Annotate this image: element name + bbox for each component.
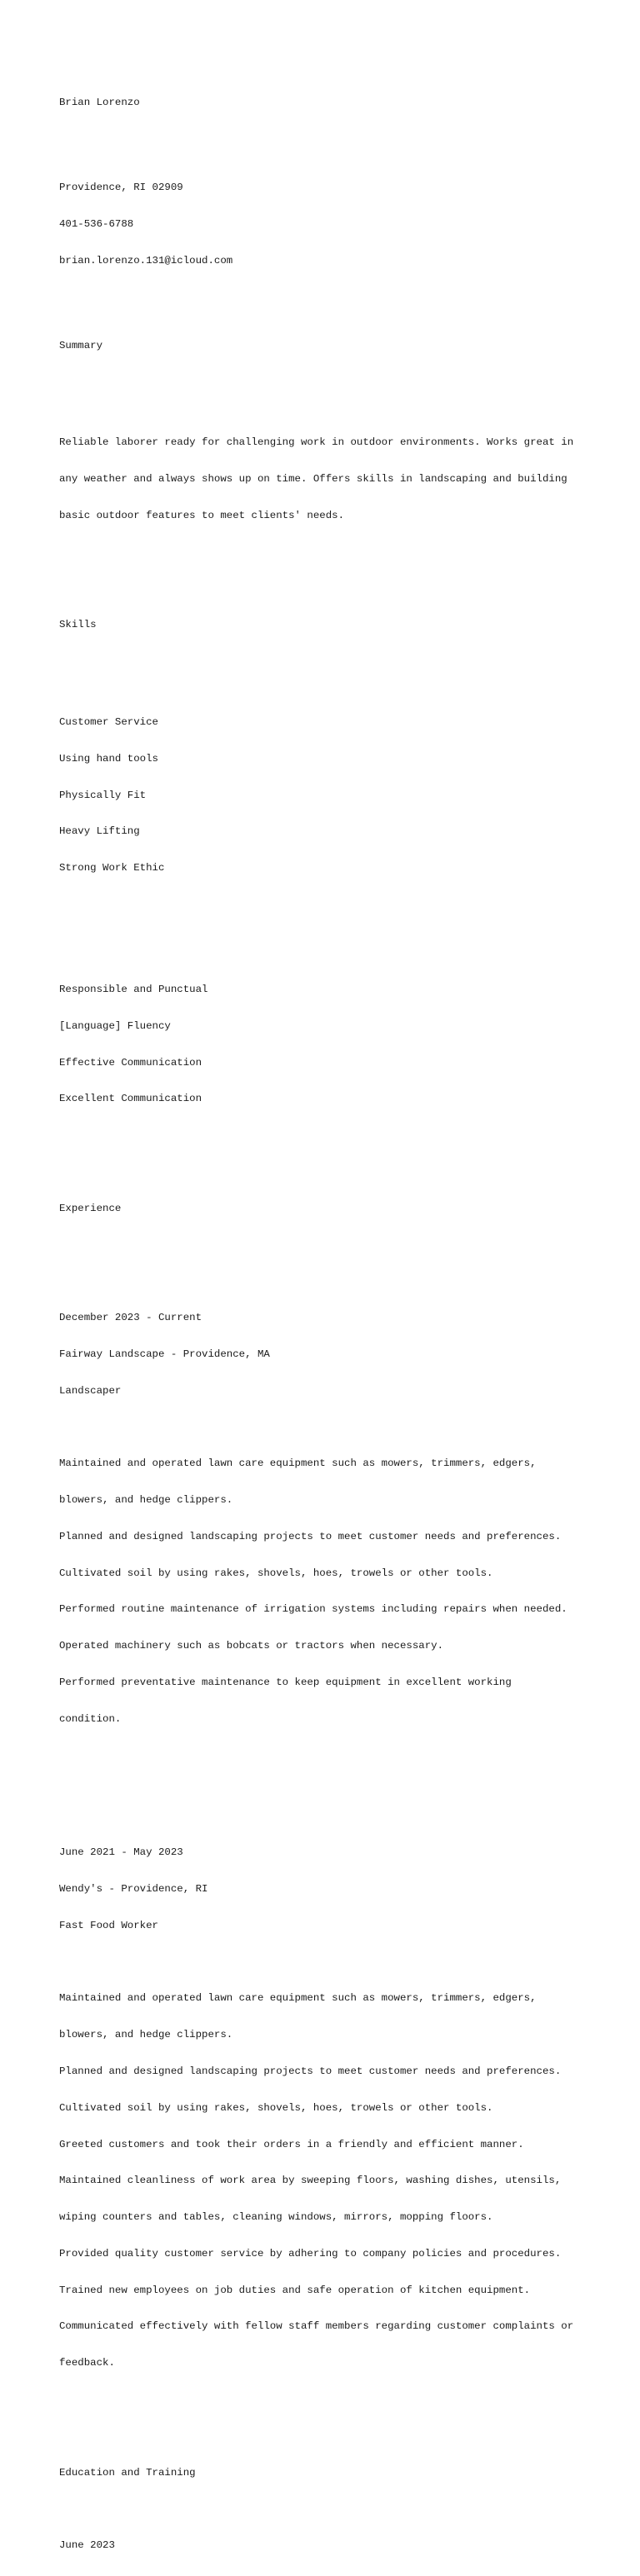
skill-item: Using hand tools bbox=[59, 752, 158, 765]
summary-text bbox=[59, 412, 609, 546]
job-entry bbox=[59, 1822, 609, 2394]
experience-heading: Experience bbox=[59, 1202, 122, 1214]
summary-heading: Summary bbox=[59, 339, 103, 351]
job-duty: condition. bbox=[59, 1712, 122, 1725]
skill-item: Effective Communication bbox=[59, 1056, 202, 1069]
skill-item: Responsible and Punctual bbox=[59, 984, 208, 996]
job-duty: Maintained and operated lawn care equipment such as mowers, trimmers, edgers, bbox=[59, 1992, 537, 2005]
job-duty: Communicated effectively with fellow staff members regarding customer complaints or bbox=[59, 2320, 574, 2333]
skills-list-1 bbox=[59, 692, 609, 899]
skill-item: Excellent Communication bbox=[59, 1093, 202, 1105]
job-duty: wiping counters and tables, cleaning windows, mirrors, mopping floors. bbox=[59, 2211, 493, 2224]
skill-item: Strong Work Ethic bbox=[59, 862, 165, 874]
job-duty: Cultivated soil by using rakes, shovels, hoes, trowels or other tools. bbox=[59, 1567, 493, 1579]
skill-item: Physically Fit bbox=[59, 789, 147, 801]
job-duty: Provided quality customer service by adhering to company policies and procedures. bbox=[59, 2247, 562, 2260]
skills-list-2 bbox=[59, 959, 609, 1129]
job-duty: blowers, and hedge clippers. bbox=[59, 2029, 233, 2041]
job-duty: Operated machinery such as bobcats or tractors when necessary. bbox=[59, 1640, 444, 1652]
job-duty: Planned and designed landscaping projects to meet customer needs and preferences. bbox=[59, 2065, 562, 2077]
email: brian.lorenzo.131@icloud.com bbox=[59, 254, 233, 267]
job-dates: June 2021 - May 2023 bbox=[59, 1846, 183, 1859]
skills-heading: Skills bbox=[59, 619, 97, 631]
job-duty: Performed routine maintenance of irrigation systems including repairs when needed. bbox=[59, 1603, 568, 1616]
job-title: Fast Food Worker bbox=[59, 1919, 158, 1931]
job-duty: Greeted customers and took their orders in a friendly and efficient manner. bbox=[59, 2138, 524, 2150]
resume-document bbox=[59, 60, 609, 2576]
job-duty: Trained new employees on job duties and safe operation of kitchen equipment. bbox=[59, 2284, 531, 2296]
candidate-name: Brian Lorenzo bbox=[59, 96, 140, 108]
job-employer: Fairway Landscape - Providence, MA bbox=[59, 1348, 270, 1360]
skill-item: [Language] Fluency bbox=[59, 1019, 171, 1032]
job-duty: feedback. bbox=[59, 2357, 115, 2369]
summary-line: any weather and always shows up on time. Offers skills in landscaping and building bbox=[59, 473, 568, 486]
job-duty: Maintained cleanliness of work area by sweeping floors, washing dishes, utensils, bbox=[59, 2175, 562, 2187]
job-employer: Wendy's - Providence, RI bbox=[59, 1883, 208, 1896]
summary-line: basic outdoor features to meet clients' needs. bbox=[59, 509, 345, 521]
job-duty: Performed preventative maintenance to keep equipment in excellent working bbox=[59, 1676, 512, 1688]
job-entry bbox=[59, 1288, 609, 1750]
skill-item: Heavy Lifting bbox=[59, 825, 140, 838]
job-duty: Planned and designed landscaping projects to meet customer needs and preferences. bbox=[59, 1530, 562, 1542]
education-date: June 2023 bbox=[59, 2539, 115, 2552]
job-duty: blowers, and hedge clippers. bbox=[59, 1494, 233, 1507]
phone: 401-536-6788 bbox=[59, 217, 134, 230]
education-heading: Education and Training bbox=[59, 2466, 196, 2479]
job-title: Landscaper bbox=[59, 1384, 122, 1397]
job-dates: December 2023 - Current bbox=[59, 1312, 202, 1324]
summary-line: Reliable laborer ready for challenging work in outdoor environments. Works great in bbox=[59, 436, 574, 449]
job-duty: Maintained and operated lawn care equipment such as mowers, trimmers, edgers, bbox=[59, 1457, 537, 1470]
job-duty: Cultivated soil by using rakes, shovels, hoes, trowels or other tools. bbox=[59, 2101, 493, 2114]
skill-item: Customer Service bbox=[59, 716, 158, 729]
address: Providence, RI 02909 bbox=[59, 181, 183, 193]
